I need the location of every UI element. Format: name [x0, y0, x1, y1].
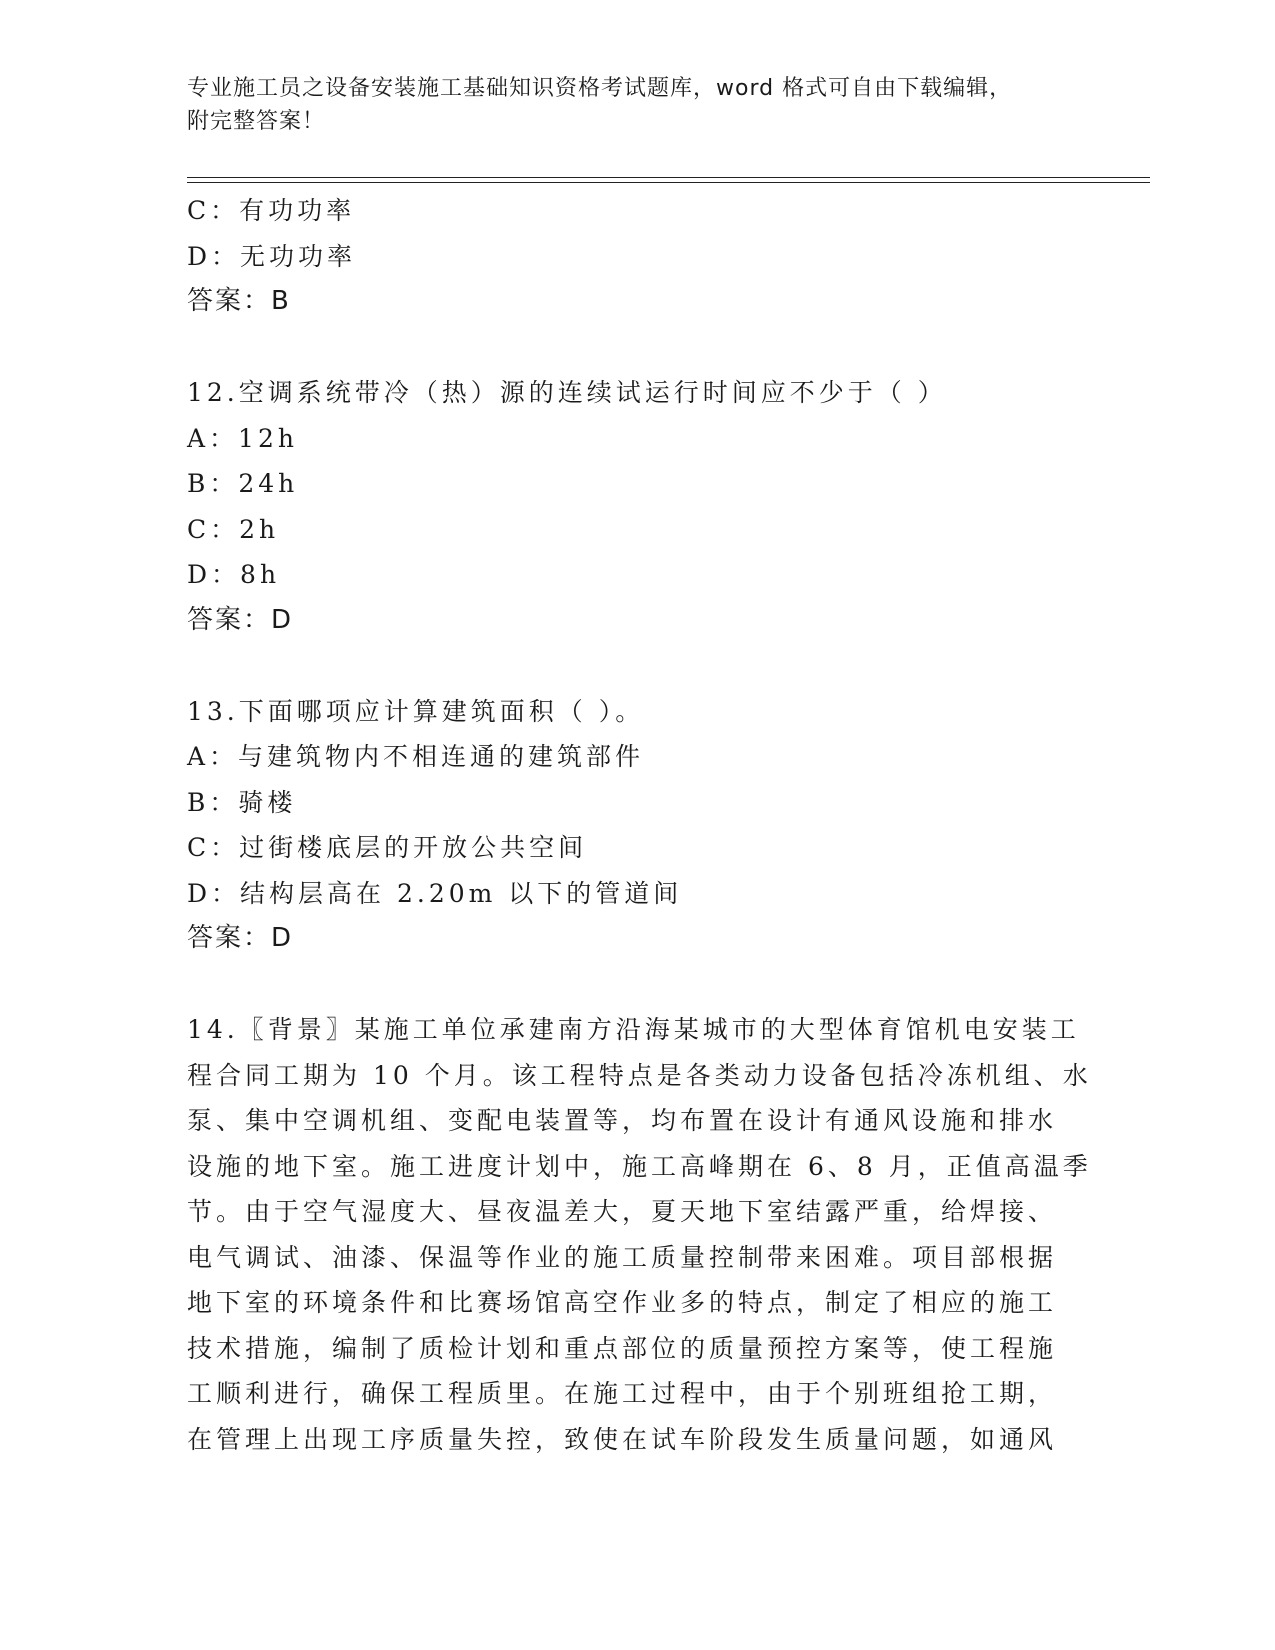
option-b: B：骑楼: [187, 787, 297, 817]
paragraph-line: 设施的地下室。施工进度计划中，施工高峰期在 6、8 月，正值高温季: [187, 1151, 1092, 1181]
paragraph-line: 节。由于空气湿度大、昼夜温差大，夏天地下室结露严重，给焊接、: [187, 1197, 1058, 1226]
header-rule-top: [187, 177, 1150, 178]
document-header: [187, 72, 1087, 138]
question-13: [187, 689, 1087, 962]
question-11-tail: [187, 188, 1087, 325]
question-text: 12.空调系统带冷（热）源的连续试运行时间应不少于（ ）: [187, 378, 947, 407]
answer: 答案：B: [187, 286, 291, 316]
header-line-2: 附完整答案！: [187, 109, 326, 134]
paragraph-line: 技术措施，编制了质检计划和重点部位的质量预控方案等，使工程施: [187, 1333, 1058, 1363]
question-text: 13.下面哪项应计算建筑面积（ ）。: [187, 696, 645, 726]
question-14: [187, 1007, 1092, 1462]
option-a: A：与建筑物内不相连通的建筑部件: [187, 742, 645, 771]
option-c: C：过街楼底层的开放公共空间: [187, 833, 588, 862]
header-rule-bottom: [187, 182, 1150, 183]
paragraph-line: 工顺利进行，确保工程质里。在施工过程中，由于个别班组抢工期，: [187, 1379, 1058, 1408]
option-a: A：12h: [187, 423, 298, 453]
paragraph-line: 电气调试、油漆、保温等作业的施工质量控制带来困难。项目部根据: [187, 1242, 1058, 1272]
paragraph-line: 14.〖背景〗某施工单位承建南方沿海某城市的大型体育馆机电安装工: [187, 1015, 1080, 1044]
paragraph-line: 程合同工期为 10 个月。该工程特点是各类动力设备包括冷冻机组、水: [187, 1060, 1092, 1090]
header-line-1: 专业施工员之设备安装施工基础知识资格考试题库，word 格式可自由下载编辑，: [187, 76, 1013, 101]
option-d: D：无功功率: [187, 241, 357, 271]
paragraph-line: 泵、集中空调机组、变配电装置等，均布置在设计有通风设施和排水: [187, 1106, 1058, 1135]
option-c: C：2h: [187, 514, 280, 544]
spacer: [187, 643, 1087, 689]
paragraph-line: 地下室的环境条件和比赛场馆高空作业多的特点，制定了相应的施工: [187, 1288, 1058, 1317]
document-body: [187, 188, 1092, 1462]
spacer: [187, 962, 1087, 1008]
option-d: D：结构层高在 2.20m 以下的管道间: [187, 878, 683, 908]
spacer: [187, 325, 1087, 371]
answer: 答案：D: [187, 604, 294, 635]
paragraph-line: 在管理上出现工序质量失控，致使在试车阶段发生质量问题，如通风: [187, 1424, 1058, 1454]
question-12: [187, 370, 1087, 643]
option-c: C：有功功率: [187, 196, 356, 225]
option-b: B：24h: [187, 469, 299, 498]
option-d: D：8h: [187, 560, 281, 589]
answer: 答案：D: [187, 923, 294, 953]
